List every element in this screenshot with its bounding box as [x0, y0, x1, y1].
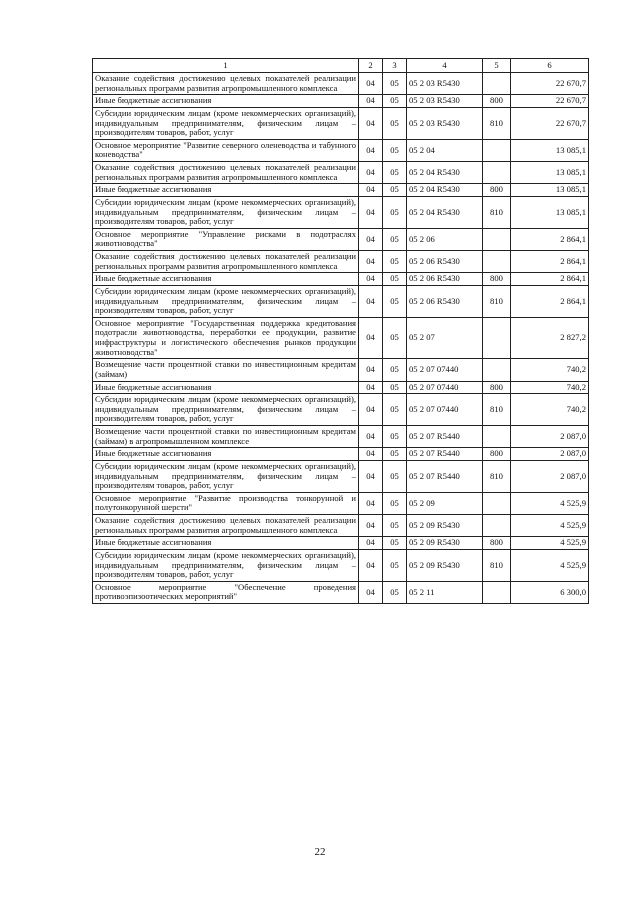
table-row	[93, 515, 589, 537]
row-section: 04	[359, 184, 383, 197]
row-name: Оказание содействия достижению целевых показателей реализации региональных программ развития агропромышленного комплекса	[93, 73, 359, 95]
row-target-article: 05 2 06 R5430	[407, 273, 483, 286]
table-row	[93, 273, 589, 286]
row-target-article: 05 2 04 R5430	[407, 162, 483, 184]
row-amount: 740,2	[511, 381, 589, 394]
row-amount: 22 670,7	[511, 73, 589, 95]
row-expense-type: 800	[483, 184, 511, 197]
table-row	[93, 448, 589, 461]
row-amount: 6 300,0	[511, 581, 589, 603]
row-target-article: 05 2 06 R5430	[407, 251, 483, 273]
column-header-amount: 6	[511, 59, 589, 73]
row-subsection: 05	[383, 317, 407, 359]
row-target-article: 05 2 09 R5430	[407, 549, 483, 581]
row-subsection: 05	[383, 184, 407, 197]
row-section: 04	[359, 317, 383, 359]
row-section: 04	[359, 139, 383, 161]
table-row	[93, 228, 589, 250]
row-amount: 2 087,0	[511, 448, 589, 461]
row-expense-type: 800	[483, 273, 511, 286]
table-row	[93, 285, 589, 317]
table-row	[93, 196, 589, 228]
row-name: Субсидии юридическим лицам (кроме некоммерческих организаций), индивидуальным предпринимателям, физическим лицам – производителям товаров, работ, услуг	[93, 549, 359, 581]
row-amount: 2 087,0	[511, 426, 589, 448]
row-expense-type	[483, 317, 511, 359]
row-target-article: 05 2 09 R5430	[407, 537, 483, 550]
table-row	[93, 426, 589, 448]
row-name: Иные бюджетные ассигнования	[93, 184, 359, 197]
row-section: 04	[359, 285, 383, 317]
row-name: Основное мероприятие "Обеспечение проведения противоэпизоотических мероприятий"	[93, 581, 359, 603]
row-expense-type: 810	[483, 285, 511, 317]
row-target-article: 05 2 07 07440	[407, 394, 483, 426]
row-target-article: 05 2 04 R5430	[407, 184, 483, 197]
row-name: Субсидии юридическим лицам (кроме некоммерческих организаций), индивидуальным предпринимателям, физическим лицам – производителям товаров, работ, услуг	[93, 394, 359, 426]
row-target-article: 05 2 07 07440	[407, 359, 483, 381]
row-subsection: 05	[383, 460, 407, 492]
row-target-article: 05 2 07	[407, 317, 483, 359]
table-row	[93, 73, 589, 95]
row-expense-type	[483, 162, 511, 184]
row-target-article: 05 2 11	[407, 581, 483, 603]
row-amount: 740,2	[511, 394, 589, 426]
table-row	[93, 394, 589, 426]
row-section: 04	[359, 515, 383, 537]
row-subsection: 05	[383, 381, 407, 394]
row-target-article: 05 2 06	[407, 228, 483, 250]
row-subsection: 05	[383, 95, 407, 108]
table-row	[93, 139, 589, 161]
row-subsection: 05	[383, 162, 407, 184]
row-target-article: 05 2 03 R5430	[407, 73, 483, 95]
row-expense-type	[483, 515, 511, 537]
row-expense-type	[483, 251, 511, 273]
table-row	[93, 460, 589, 492]
row-section: 04	[359, 273, 383, 286]
row-subsection: 05	[383, 107, 407, 139]
row-amount: 2 827,2	[511, 317, 589, 359]
row-section: 04	[359, 460, 383, 492]
row-subsection: 05	[383, 537, 407, 550]
table-row	[93, 492, 589, 514]
row-expense-type	[483, 228, 511, 250]
row-subsection: 05	[383, 448, 407, 461]
table-row	[93, 549, 589, 581]
row-expense-type: 800	[483, 537, 511, 550]
row-subsection: 05	[383, 73, 407, 95]
row-amount: 4 525,9	[511, 549, 589, 581]
row-expense-type: 800	[483, 448, 511, 461]
row-amount: 13 085,1	[511, 139, 589, 161]
row-subsection: 05	[383, 426, 407, 448]
row-target-article: 05 2 04 R5430	[407, 196, 483, 228]
row-name: Иные бюджетные ассигнования	[93, 381, 359, 394]
row-amount: 13 085,1	[511, 162, 589, 184]
column-header-target-article: 4	[407, 59, 483, 73]
row-section: 04	[359, 492, 383, 514]
row-amount: 22 670,7	[511, 107, 589, 139]
row-expense-type: 810	[483, 196, 511, 228]
row-name: Оказание содействия достижению целевых показателей реализации региональных программ развития агропромышленного комплекса	[93, 251, 359, 273]
row-subsection: 05	[383, 285, 407, 317]
table-row	[93, 359, 589, 381]
row-subsection: 05	[383, 251, 407, 273]
row-name: Основное мероприятие "Управление рисками в подотраслях животноводства"	[93, 228, 359, 250]
row-name: Иные бюджетные ассигнования	[93, 273, 359, 286]
table-row	[93, 317, 589, 359]
row-subsection: 05	[383, 196, 407, 228]
table-row	[93, 95, 589, 108]
row-target-article: 05 2 04	[407, 139, 483, 161]
page-number: 22	[314, 846, 326, 858]
row-subsection: 05	[383, 515, 407, 537]
row-name: Субсидии юридическим лицам (кроме некоммерческих организаций), индивидуальным предпринимателям, физическим лицам – производителям товаров, работ, услуг	[93, 107, 359, 139]
table-row	[93, 537, 589, 550]
table-row	[93, 162, 589, 184]
row-amount: 4 525,9	[511, 537, 589, 550]
row-amount: 13 085,1	[511, 196, 589, 228]
row-expense-type: 800	[483, 381, 511, 394]
row-expense-type: 800	[483, 95, 511, 108]
row-amount: 2 864,1	[511, 285, 589, 317]
row-section: 04	[359, 251, 383, 273]
row-name: Иные бюджетные ассигнования	[93, 448, 359, 461]
row-section: 04	[359, 381, 383, 394]
row-section: 04	[359, 581, 383, 603]
row-amount: 2 087,0	[511, 460, 589, 492]
row-name: Иные бюджетные ассигнования	[93, 95, 359, 108]
table-row	[93, 251, 589, 273]
row-target-article: 05 2 06 R5430	[407, 285, 483, 317]
row-amount: 740,2	[511, 359, 589, 381]
row-section: 04	[359, 394, 383, 426]
row-target-article: 05 2 07 07440	[407, 381, 483, 394]
row-subsection: 05	[383, 228, 407, 250]
row-target-article: 05 2 03 R5430	[407, 95, 483, 108]
row-section: 04	[359, 107, 383, 139]
row-name: Возмещение части процентной ставки по инвестиционным кредитам (займам)	[93, 359, 359, 381]
row-section: 04	[359, 448, 383, 461]
row-target-article: 05 2 09	[407, 492, 483, 514]
row-amount: 2 864,1	[511, 228, 589, 250]
budget-table-container	[92, 58, 588, 604]
budget-table	[92, 58, 589, 604]
row-subsection: 05	[383, 273, 407, 286]
row-name: Субсидии юридическим лицам (кроме некоммерческих организаций), индивидуальным предпринимателям, физическим лицам – производителям товаров, работ, услуг	[93, 196, 359, 228]
table-row	[93, 184, 589, 197]
row-expense-type	[483, 359, 511, 381]
row-section: 04	[359, 73, 383, 95]
row-subsection: 05	[383, 581, 407, 603]
row-name: Основное мероприятие "Развитие северного оленеводства и табунного коневодства"	[93, 139, 359, 161]
row-target-article: 05 2 03 R5430	[407, 107, 483, 139]
row-target-article: 05 2 07 R5440	[407, 448, 483, 461]
table-header-row	[93, 59, 589, 73]
row-subsection: 05	[383, 549, 407, 581]
row-name: Субсидии юридическим лицам (кроме некоммерческих организаций), индивидуальным предпринимателям, физическим лицам – производителям товаров, работ, услуг	[93, 460, 359, 492]
table-row	[93, 381, 589, 394]
table-row	[93, 107, 589, 139]
row-expense-type: 810	[483, 460, 511, 492]
row-subsection: 05	[383, 359, 407, 381]
row-target-article: 05 2 09 R5430	[407, 515, 483, 537]
row-expense-type	[483, 492, 511, 514]
row-section: 04	[359, 537, 383, 550]
row-expense-type	[483, 73, 511, 95]
column-header-section: 2	[359, 59, 383, 73]
row-subsection: 05	[383, 394, 407, 426]
row-target-article: 05 2 07 R5440	[407, 460, 483, 492]
row-amount: 2 864,1	[511, 273, 589, 286]
row-section: 04	[359, 95, 383, 108]
row-section: 04	[359, 228, 383, 250]
column-header-expense-type: 5	[483, 59, 511, 73]
row-name: Оказание содействия достижению целевых показателей реализации региональных программ развития агропромышленного комплекса	[93, 515, 359, 537]
row-subsection: 05	[383, 492, 407, 514]
row-amount: 4 525,9	[511, 515, 589, 537]
column-header-subsection: 3	[383, 59, 407, 73]
table-body	[93, 73, 589, 604]
row-amount: 4 525,9	[511, 492, 589, 514]
row-expense-type	[483, 139, 511, 161]
row-expense-type: 810	[483, 107, 511, 139]
row-amount: 22 670,7	[511, 95, 589, 108]
row-expense-type	[483, 581, 511, 603]
column-header-name: 1	[93, 59, 359, 73]
row-expense-type: 810	[483, 394, 511, 426]
row-name: Субсидии юридическим лицам (кроме некоммерческих организаций), индивидуальным предпринимателям, физическим лицам – производителям товаров, работ, услуг	[93, 285, 359, 317]
row-subsection: 05	[383, 139, 407, 161]
row-name: Иные бюджетные ассигнования	[93, 537, 359, 550]
row-section: 04	[359, 549, 383, 581]
table-row	[93, 581, 589, 603]
row-name: Оказание содействия достижению целевых показателей реализации региональных программ развития агропромышленного комплекса	[93, 162, 359, 184]
row-section: 04	[359, 196, 383, 228]
row-expense-type	[483, 426, 511, 448]
row-expense-type: 810	[483, 549, 511, 581]
row-amount: 13 085,1	[511, 184, 589, 197]
row-name: Основное мероприятие "Развитие производства тонкорунной и полутонкорунной шерсти"	[93, 492, 359, 514]
row-section: 04	[359, 359, 383, 381]
row-name: Основное мероприятие "Государственная поддержка кредитования подотрасли животноводства, переработки ее продукции, развитие инфраструктуры и логистического обеспечения рынков продукции животноводства"	[93, 317, 359, 359]
row-section: 04	[359, 162, 383, 184]
row-amount: 2 864,1	[511, 251, 589, 273]
row-target-article: 05 2 07 R5440	[407, 426, 483, 448]
row-section: 04	[359, 426, 383, 448]
row-name: Возмещение части процентной ставки по инвестиционным кредитам (займам) в агропромышленном комплексе	[93, 426, 359, 448]
